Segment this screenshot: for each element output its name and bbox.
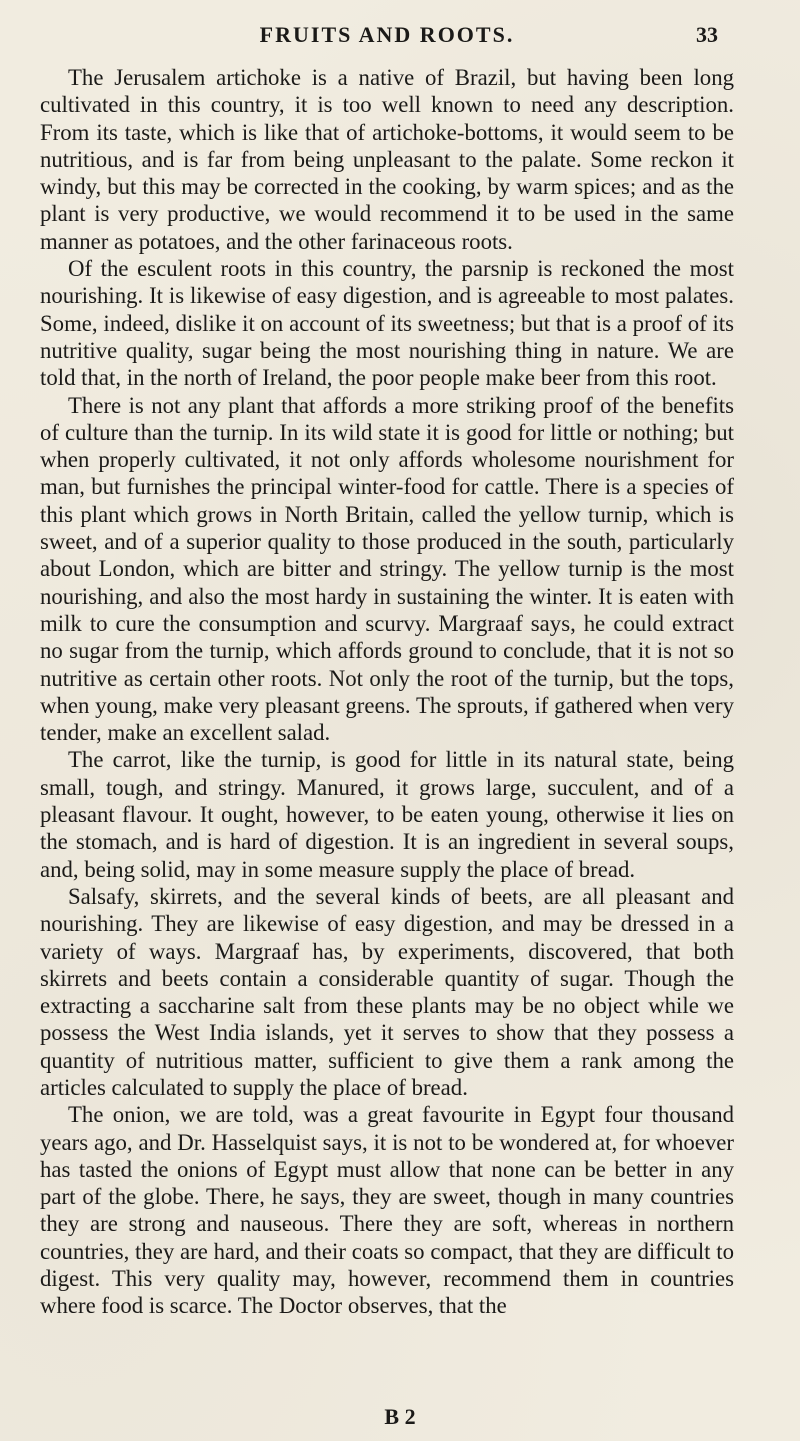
- signature-mark: B 2: [384, 1404, 416, 1429]
- paragraph-onion: The onion, we are told, was a great favourite in Egypt four thousand years ago, and Dr. Hasselquist says, it is not to be wondered at, for whoever has tasted the onions of Egypt must allow that none can be better in any part of the globe. There, he says, they are sweet, though in many countries they are strong and nauseous. There they are soft, whereas in northern countries, they are hard, and their coats so compact, that they are difficult to digest. This very quality may, however, recommend them in countries where food is scarce. The Doctor observes, that the: [40, 1102, 734, 1319]
- body-text: [40, 64, 734, 1320]
- paragraph-turnip: There is not any plant that affords a more striking proof of the benefits of culture than the turnip. In its wild state it is good for little or nothing; but when properly cultivated, it not only affords wholesome nourishment for man, but furnishes the principal winter-food for cattle. There is a species of this plant which grows in North Britain, called the yellow turnip, which is sweet, and of a superior quality to those produced in the south, particularly about London, which are bitter and stringy. The yellow turnip is the most nourishing, and also the most hardy in sustaining the winter. It is eaten with milk to cure the consumption and scurvy. Margraaf says, he could extract no sugar from the turnip, which affords ground to conclude, that it is not so nutritive as certain other roots. Not only the root of the turnip, but the tops, when young, make very pleasant greens. The sprouts, if gathered when very tender, make an excellent salad.: [40, 392, 734, 746]
- running-head: [40, 18, 734, 64]
- paragraph-parsnip: Of the esculent roots in this country, the parsnip is reckoned the most nourishing. It is likewise of easy digestion, and is agreeable to most palates. Some, indeed, dislike it on account of its sweetness; but that is a proof of its nutritive quality, sugar being the most nourishing thing in nature. We are told that, in the north of Ireland, the poor people make beer from this root.: [40, 256, 734, 391]
- running-title: FRUITS AND ROOTS.: [259, 22, 515, 47]
- page-number: 33: [696, 22, 718, 47]
- paragraph-jerusalem-artichoke: The Jerusalem artichoke is a native of Brazil, but having been long cultivated in this country, it is too well known to need any description. From its taste, which is like that of artichoke-bottoms, it would seem to be nutritious, and is far from being unpleasant to the palate. Some reckon it windy, but this may be corrected in the cooking, by warm spices; and as the plant is very productive, we would recommend it to be used in the same manner as potatoes, and the other farinaceous roots.: [40, 65, 734, 254]
- paragraph-carrot: The carrot, like the turnip, is good for little in its natural state, being small, tough, and stringy. Manured, it grows large, succulent, and of a pleasant flavour. It ought, however, to be eaten young, otherwise it lies on the stomach, and is hard of digestion. It is an ingredient in several soups, and, being solid, may in some measure supply the place of bread.: [40, 747, 734, 882]
- paragraph-salsafy-beets: Salsafy, skirrets, and the several kinds of beets, are all pleasant and nourishing. They are likewise of easy digestion, and may be dressed in a variety of ways. Margraaf has, by experiments, discovered, that both skirrets and beets contain a considerable quantity of sugar. Though the extracting a saccharine salt from these plants may be no object while we possess the West India islands, yet it serves to show that they possess a quantity of nutritious matter, sufficient to give them a rank among the articles calculated to supply the place of bread.: [40, 883, 734, 1100]
